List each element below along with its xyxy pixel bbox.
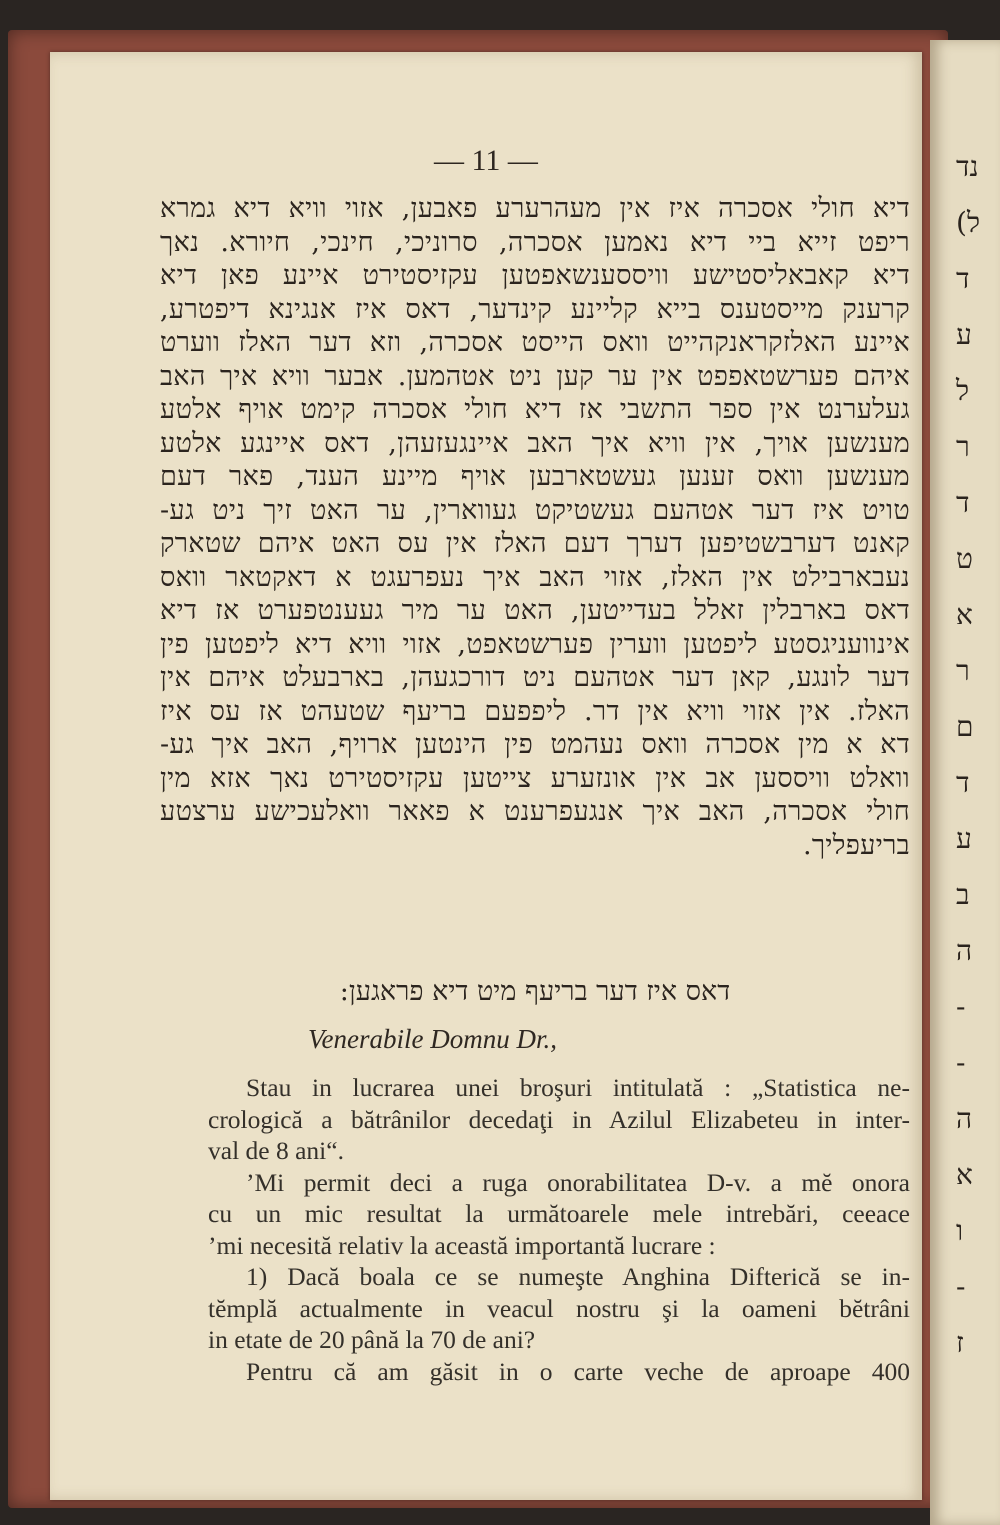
next-page-glyph: ב xyxy=(956,878,970,911)
romanian-line: Pentru că am găsit in o carte veche de aproape 400 xyxy=(246,1356,910,1386)
next-page-glyph: ע xyxy=(956,822,972,855)
hebrew-paragraph xyxy=(160,192,910,862)
hebrew-line: האלז. אין אזוי וויא אין דר. ליפפעם בריעף שטעהט אז עס איז xyxy=(160,695,910,727)
next-page-glyph: ל xyxy=(956,374,970,407)
hebrew-line: איינע האלזקראנקהייט וואס הייסט אסכרה, וזא דער האלז ווערט xyxy=(160,327,910,358)
next-page-glyph: - xyxy=(956,1270,966,1303)
hebrew-line: דאס בארבלין זאלל בעדייטען, האט ער מיר געענטפערט אז דיא xyxy=(160,595,910,626)
romanian-line: cu un mic resultat la următoarele mele intrebări, ceeace xyxy=(208,1199,910,1228)
hebrew-heading: דאס איז דער בריעף מיט דיא פראגען: xyxy=(339,976,731,1007)
hebrew-line: ריפט זייא ביי דיא נאמען אסכרה, סרוניכי, חינכי, חיורא. נאך xyxy=(160,226,910,258)
hebrew-line: דא א מין אסכרה וואס נעהמט פין הינטען ארויף, האב איך גע- xyxy=(160,729,910,760)
next-page-glyph: א xyxy=(956,598,973,631)
hebrew-line: געלערנט אין ספר התשבי אז דיא חולי אסכרה קימט אויף אלטע xyxy=(160,394,910,425)
next-page-glyph: ם xyxy=(956,710,974,743)
next-page-glyph: ע xyxy=(956,318,972,351)
hebrew-line: קרענק מייסטענס בייא קליינע קינדער, דאס איז אנגינא דיפטרע, xyxy=(160,293,910,325)
romanian-letter-body xyxy=(208,1072,910,1387)
hebrew-line: אינוועניגסטע ליפטען ווערין פערשטאפט, אזוי וויא דיא ליפטען פין xyxy=(160,628,910,660)
next-page-glyph: - xyxy=(956,1046,966,1079)
next-page-glyph: ד xyxy=(956,262,970,295)
hebrew-line: חולי אסכרה, האב איך אנגעפרענט א פאאר וואלעכישע ערצטע xyxy=(160,796,910,827)
hebrew-line: טויט איז דער אטהעם געשטיקט געווארין, ער האט זיך ניט גע- xyxy=(160,494,910,526)
hebrew-line: דער לונגע, קאן דער אטהעם ניט דורכגעהן, בארבעלט איהם אין xyxy=(160,662,910,693)
romanian-line: val de 8 ani“. xyxy=(208,1136,344,1165)
hebrew-line: איהם פערשטאפפט אין ער קען ניט אטהמען. אבער וויא איך האב xyxy=(160,360,910,392)
hebrew-line: דיא קאבאליסטישע וויססענשאפטען עקזיסטירט איינע פאן דיא xyxy=(160,260,910,291)
romanian-line: tĕmplă actualmente in veacul nostru şi la oameni bĕtrâni xyxy=(208,1293,910,1323)
romanian-line: crologică a bătrânilor decedaţi in Azilul Elizabeteu in inter- xyxy=(208,1104,910,1134)
romanian-line: ’mi necesită relativ la această importantă lucrare : xyxy=(208,1230,716,1260)
romanian-line: Stau in lucrarea unei broşuri intitulată : „Statistica ne- xyxy=(246,1073,910,1102)
hebrew-line: מענשען אויך, אין וויא איך האב איינגעזעהן, דאס איינגע אלטע xyxy=(160,427,910,459)
next-page-glyph: נד xyxy=(956,150,979,183)
next-page-glyph: ז xyxy=(956,1326,964,1359)
next-page-edge xyxy=(930,40,1000,1525)
next-page-glyph: ו xyxy=(956,1214,964,1247)
next-page-glyph: (ל xyxy=(956,206,981,239)
hebrew-line: וואלט וויססען אב אין אונזערע צייטען עקזיסטירט נאך אזא מין xyxy=(160,762,910,794)
next-page-glyph: ד xyxy=(956,486,970,519)
hebrew-line: בריעפליך. xyxy=(802,829,910,861)
next-page-glyph: ט xyxy=(956,542,973,575)
hebrew-line: מענשען וואס זענען געשטארבען אויף מיינע הענד, פאר דעם xyxy=(160,461,910,492)
letter-salutation: Venerabile Domnu Dr., xyxy=(308,1024,557,1054)
romanian-line: 1) Dacă boala ce se numeşte Anghina Difterică se in- xyxy=(246,1262,910,1291)
romanian-line: in etate de 20 până la 70 de ani? xyxy=(208,1325,536,1354)
next-page-glyph: ה xyxy=(956,1102,973,1135)
next-page-glyph: ר xyxy=(956,430,970,463)
hebrew-line: דיא חולי אסכרה איז אין מעהרערע פאבען, אזוי וויא דיא גמרא xyxy=(160,193,910,224)
next-page-glyph: ה xyxy=(956,934,973,967)
next-page-glyph: א xyxy=(956,1158,973,1191)
next-page-glyph: - xyxy=(956,990,966,1023)
romanian-line: ’Mi permit deci a ruga onorabilitatea D-v. a mĕ onora xyxy=(246,1167,910,1197)
book-page xyxy=(50,52,922,1500)
page-number: — 11 — xyxy=(434,144,538,177)
hebrew-line: קאנט דערבשטיפען דערך דעם האלז אין עס האט איהם שטארק xyxy=(160,528,910,559)
next-page-glyph: ר xyxy=(956,654,970,687)
hebrew-line: נעבארבילט אין האלז, אזוי האב איך נעפרעגט א דאקטאר וואס xyxy=(160,561,910,593)
next-page-glyph: ד xyxy=(956,766,970,799)
